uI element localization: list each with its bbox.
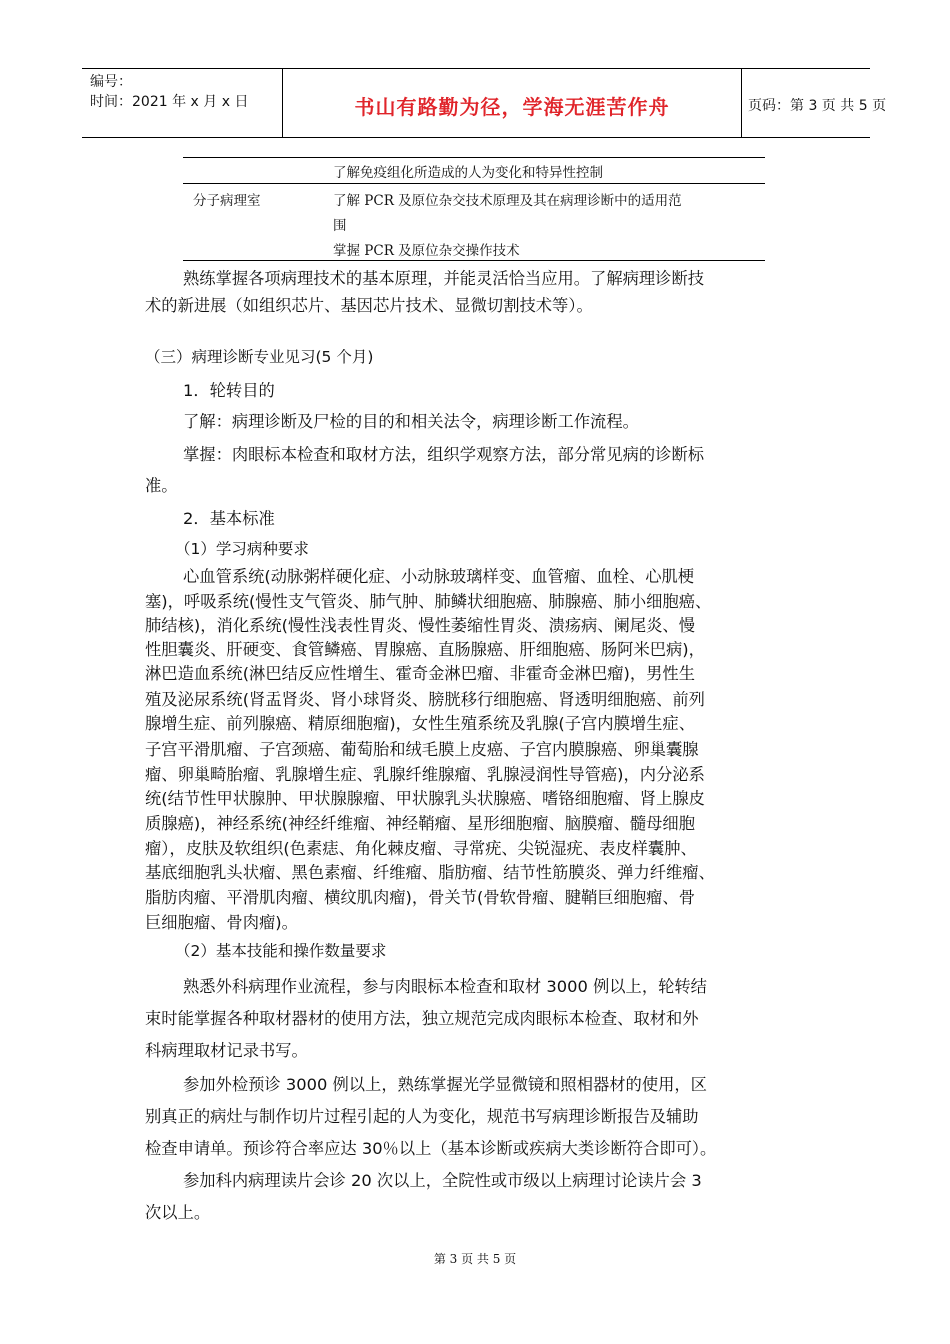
table-rule <box>183 260 765 261</box>
paragraph-line: 殖及泌尿系统(肾盂肾炎、肾小球肾炎、膀胱移行细胞癌、肾透明细胞癌、前列 <box>145 690 705 709</box>
doc-number-label: 编号： <box>90 74 132 90</box>
paragraph-line: 熟悉外科病理作业流程，参与肉眼标本检查和取材 3000 例以上，轮转结 <box>183 977 707 996</box>
paragraph-line: 基底细胞乳头状瘤、黑色素瘤、纤维瘤、脂肪瘤、结节性筋膜炎、弹力纤维瘤、 <box>145 863 715 882</box>
paragraph-line: 塞)，呼吸系统(慢性支气管炎、肺气肿、肺鳞状细胞癌、肺腺癌、肺小细胞癌、 <box>145 592 712 611</box>
subheading: 1．轮转目的 <box>183 381 275 400</box>
paragraph-line: 准。 <box>145 476 178 495</box>
paragraph-line: 统(结节性甲状腺肿、甲状腺腺瘤、甲状腺乳头状腺癌、嗜铬细胞瘤、肾上腺皮 <box>145 789 705 808</box>
paragraph-line: 束时能掌握各种取材器材的使用方法，独立规范完成肉眼标本检查、取材和外 <box>145 1009 699 1028</box>
paragraph-line: 参加外检预诊 3000 例以上，熟练掌握光学显微镜和照相器材的使用，区 <box>183 1075 707 1094</box>
header-meta <box>82 69 282 137</box>
section-heading: （三）病理诊断专业见习(5 个月) <box>145 348 374 366</box>
header-motto: 书山有路勤为径，学海无涯苦作舟 <box>354 95 670 119</box>
subheading: 2．基本标准 <box>183 509 275 528</box>
paragraph-line: 了解：病理诊断及尸检的目的和相关法令，病理诊断工作流程。 <box>183 412 639 431</box>
paragraph-line: 参加科内病理读片会诊 20 次以上，全院性或市级以上病理讨论读片会 3 <box>183 1171 702 1190</box>
paragraph-line: 脂肪肉瘤、平滑肌肉瘤、横纹肌肉瘤)，骨关节(骨软骨瘤、腱鞘巨细胞瘤、骨 <box>145 888 695 907</box>
table-cell: 掌握 PCR 及原位杂交操作技术 <box>333 243 520 259</box>
table-row-header: 分子病理室 <box>193 193 261 209</box>
paragraph-line: 肺结核)，消化系统(慢性浅表性胃炎、慢性萎缩性胃炎、溃疡病、阑尾炎、慢 <box>145 616 695 635</box>
paragraph-line: 掌握：肉眼标本检查和取材方法，组织学观察方法，部分常见病的诊断标 <box>183 445 705 464</box>
paragraph-line: 心血管系统(动脉粥样硬化症、小动脉玻璃样变、血管瘤、血栓、心肌梗 <box>183 567 695 586</box>
paragraph-line: 术的新进展（如组织芯片、基因芯片技术、显微切割技术等）。 <box>145 296 593 315</box>
subheading: （1）学习病种要求 <box>175 540 309 558</box>
header-page-cell <box>740 69 887 137</box>
paragraph-line: 科病理取材记录书写。 <box>145 1041 308 1060</box>
doc-time-label: 时间：2021 年 x 月 x 日 <box>90 94 249 110</box>
paragraph-line: 瘤、卵巢畸胎瘤、乳腺增生症、乳腺纤维腺瘤、乳腺浸润性导管癌)，内分泌系 <box>145 765 705 784</box>
header-page-info: 页码：第 3 页 共 5 页 <box>748 98 887 114</box>
paragraph-line: 腺增生症、前列腺癌、精原细胞瘤)，女性生殖系统及乳腺(子宫内膜增生症、 <box>145 714 695 733</box>
paragraph-line: 别真正的病灶与制作切片过程引起的人为变化，规范书写病理诊断报告及辅助 <box>145 1107 699 1126</box>
table-rule <box>183 183 765 184</box>
paragraph-line: 质腺癌)，神经系统(神经纤维瘤、神经鞘瘤、星形细胞瘤、脑膜瘤、髓母细胞 <box>145 814 695 833</box>
table-cell: 了解免疫组化所造成的人为变化和特异性控制 <box>333 165 603 181</box>
paragraph-line: 次以上。 <box>145 1203 211 1222</box>
table-cell: 了解 PCR 及原位杂交技术原理及其在病理诊断中的适用范 <box>333 193 682 209</box>
header-motto-cell <box>282 69 742 137</box>
paragraph-line: 巨细胞瘤、骨肉瘤)。 <box>145 913 298 932</box>
page-header <box>82 68 887 138</box>
table-rule <box>183 157 765 158</box>
paragraph-line: 检查申请单。预诊符合率应达 30％以上（基本诊断或疾病大类诊断符合即可）。 <box>145 1139 717 1158</box>
paragraph-line: 性胆囊炎、肝硬变、食管鳞癌、胃腺癌、直肠腺癌、肝细胞癌、肠阿米巴病)， <box>145 640 705 659</box>
paragraph-line: 瘤），皮肤及软组织(色素痣、角化棘皮瘤、寻常疣、尖锐湿疣、表皮样囊肿、 <box>145 839 697 858</box>
subheading: （2）基本技能和操作数量要求 <box>175 942 387 960</box>
page-footer: 第 3 页 共 5 页 <box>433 1252 517 1266</box>
lab-skills-table <box>183 157 765 261</box>
table-cell: 围 <box>333 218 347 234</box>
paragraph-line: 熟练掌握各项病理技术的基本原理，并能灵活恰当应用。了解病理诊断技 <box>183 269 705 288</box>
paragraph-line: 子宫平滑肌瘤、子宫颈癌、葡萄胎和绒毛膜上皮癌、子宫内膜腺癌、卵巢囊腺 <box>145 740 699 759</box>
paragraph-line: 淋巴造血系统(淋巴结反应性增生、霍奇金淋巴瘤、非霍奇金淋巴瘤)，男性生 <box>145 664 695 683</box>
